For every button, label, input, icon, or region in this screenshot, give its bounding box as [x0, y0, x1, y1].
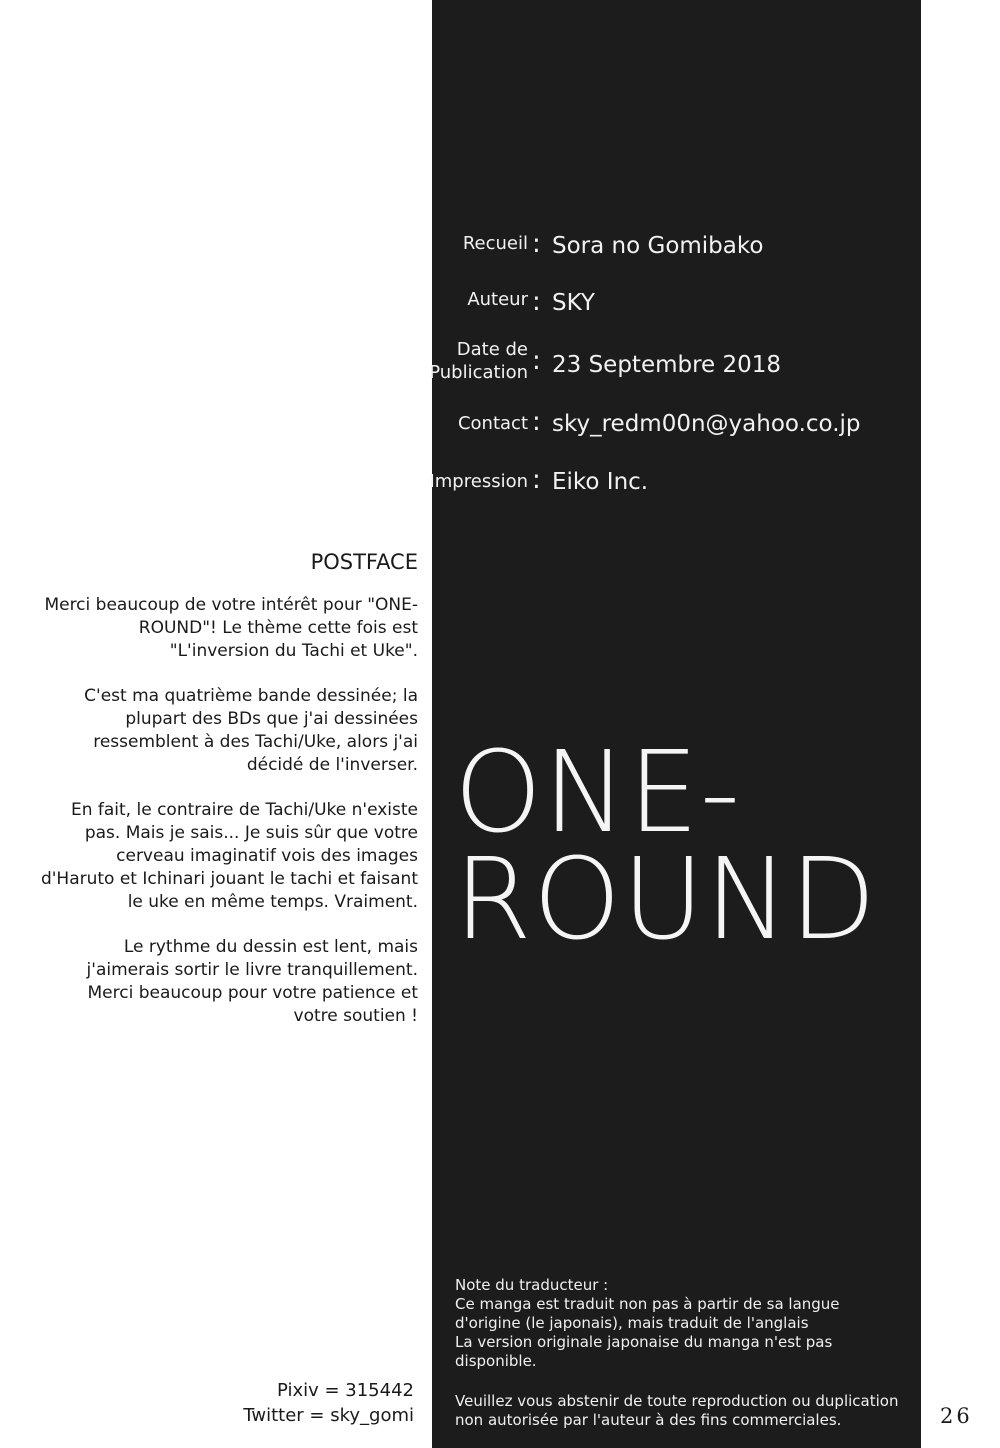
colon: :	[532, 465, 541, 495]
pixiv-id: Pixiv = 315442	[276, 1380, 414, 1401]
postface-paragraph: Merci beaucoup de votre intérêt pour "ONE-ROUND"! Le thème cette fois est "L'inversion du Tachi et Uke".	[44, 595, 418, 661]
colon: :	[532, 287, 541, 317]
impression-label: Impression	[429, 471, 528, 492]
postface-heading: POSTFACE	[310, 550, 418, 574]
recueil-label: Recueil	[462, 233, 528, 254]
postface-paragraph: En fait, le contraire de Tachi/Uke n'existe pas. Mais je sais... Je suis sûr que votre cerveau imaginatif vois des images d'Haruto et Ichinari jouant le tachi et faisant le uke en même temps. Vraiment.	[40, 800, 418, 912]
postface-section	[40, 548, 418, 1050]
social-contacts	[200, 1378, 414, 1428]
book-title	[454, 728, 877, 965]
colon: :	[532, 229, 541, 259]
impression-value: Eiko Inc.	[552, 469, 649, 495]
page-number: 26	[940, 1404, 973, 1428]
auteur-label: Auteur	[467, 289, 528, 310]
book-title-line1: ONE-	[454, 728, 742, 858]
recueil-value: Sora no Gomibako	[552, 233, 764, 259]
date-label-line2: Publication	[429, 362, 528, 383]
translator-note-line1: Ce manga est traduit non pas à partir de sa langue d'origine (le japonais), mais traduit de l'anglais	[455, 1295, 840, 1332]
colon: :	[532, 407, 541, 437]
copyright-notice: Veuillez vous abstenir de toute reproduction ou duplication non autorisée par l'auteur à des fins commerciales.	[455, 1392, 899, 1429]
postface-paragraph: Le rythme du dessin est lent, mais j'aimerais sortir le livre tranquillement. Merci beaucoup pour votre patience et votre soutien !	[86, 937, 418, 1026]
date-value: 23 Septembre 2018	[552, 352, 782, 378]
translator-note	[455, 1276, 905, 1430]
date-label-line1: Date de	[456, 339, 528, 360]
auteur-value: SKY	[552, 290, 595, 316]
translator-note-heading: Note du traducteur :	[455, 1276, 609, 1294]
contact-value: sky_redm00n@yahoo.co.jp	[552, 411, 861, 437]
postface-paragraph: C'est ma quatrième bande dessinée; la plupart des BDs que j'ai dessinées ressemblent à des Tachi/Uke, alors j'ai décidé de l'inverser.	[84, 686, 418, 775]
twitter-handle: Twitter = sky_gomi	[243, 1405, 414, 1426]
colon: :	[532, 346, 541, 376]
dark-panel	[429, 0, 921, 1448]
book-title-line2: ROUND	[454, 835, 877, 965]
translator-note-line2: La version originale japonaise du manga n'est pas disponible.	[455, 1333, 833, 1370]
contact-label: Contact	[457, 413, 528, 434]
